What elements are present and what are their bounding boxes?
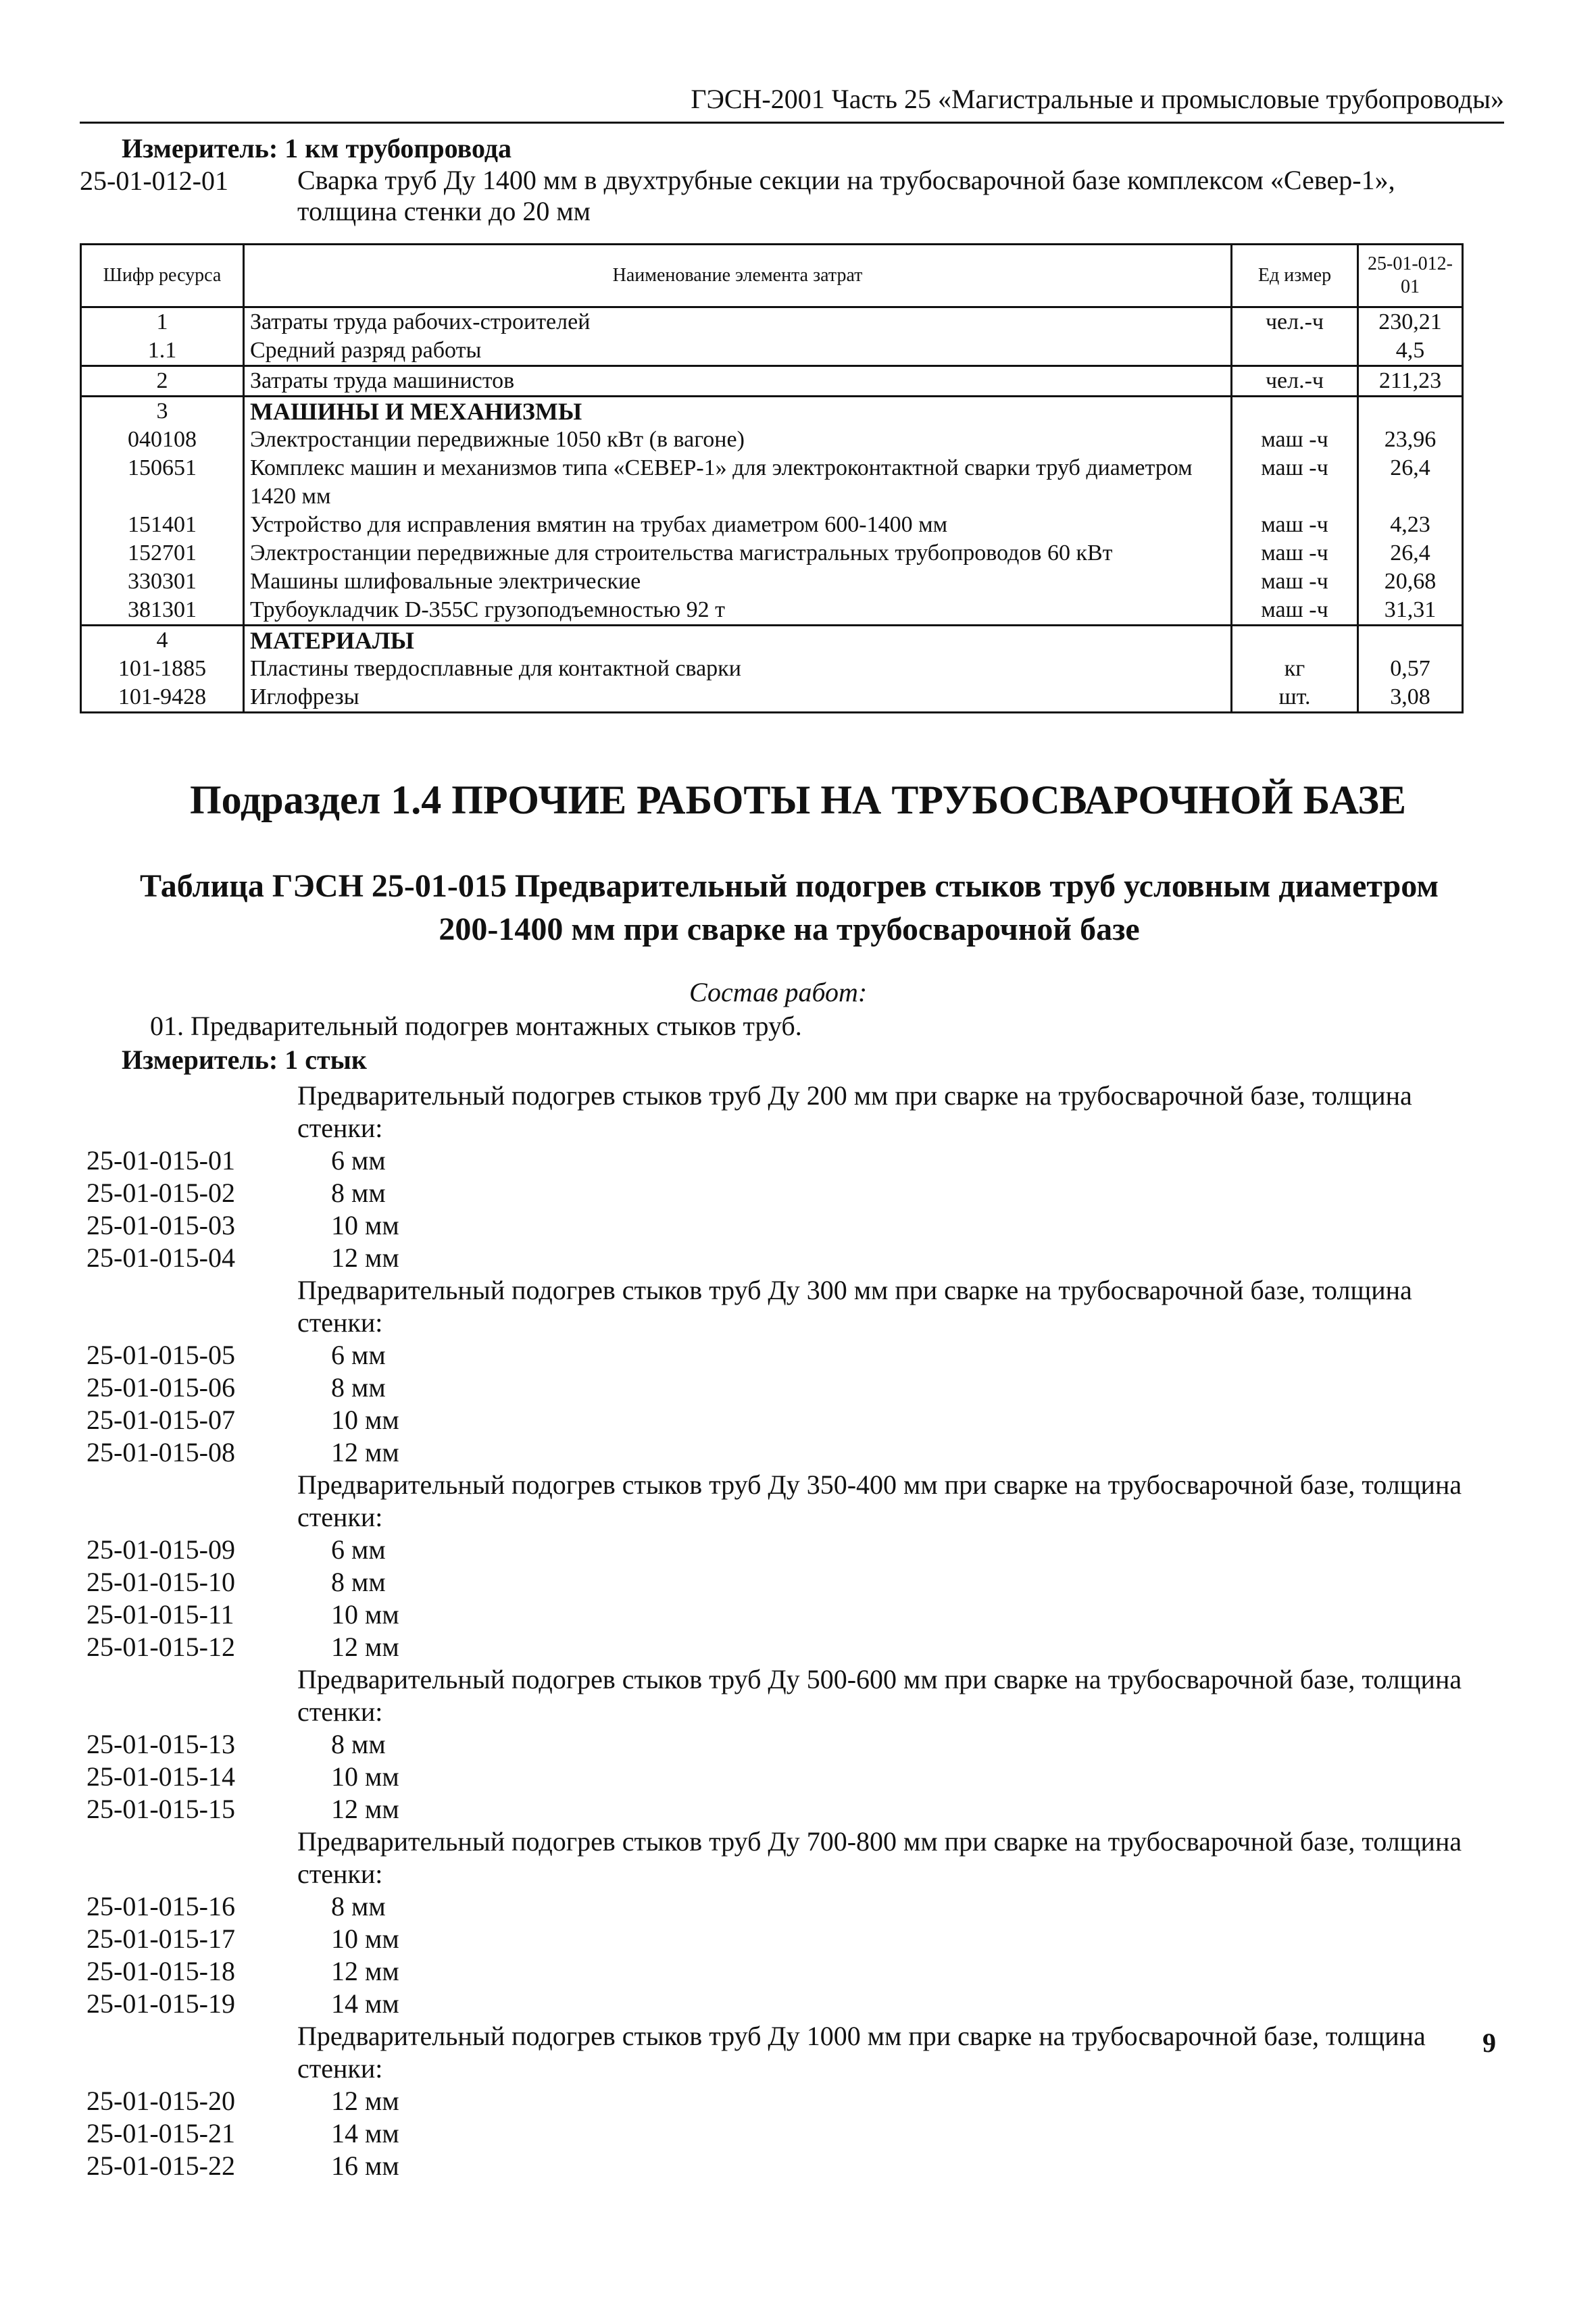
cell-code: 101-1885 bbox=[81, 655, 244, 683]
norm-code: 25-01-015-19 bbox=[86, 1988, 235, 2019]
group-description: Предварительный подогрев стыков труб Ду 700-800 мм при сварке на трубосварочной базе, толщина стенки: bbox=[297, 1826, 1462, 1889]
cell-value: 211,23 bbox=[1358, 366, 1463, 397]
norm-code: 25-01-015-08 bbox=[86, 1437, 235, 1467]
cell-code: 150651 bbox=[81, 454, 244, 511]
cell-code: 152701 bbox=[81, 539, 244, 568]
page-number: 9 bbox=[1482, 2028, 1496, 2058]
norm-code: 25-01-015-05 bbox=[86, 1340, 235, 1370]
norm-thickness: 6 мм bbox=[331, 1145, 386, 1176]
norm-thickness: 6 мм bbox=[331, 1534, 386, 1565]
norm-thickness: 12 мм bbox=[331, 2086, 399, 2116]
cell-code: 2 bbox=[81, 366, 244, 397]
norm-thickness: 12 мм bbox=[331, 1437, 399, 1467]
col-header-name: Наименование элемента затрат bbox=[244, 245, 1232, 307]
cell-name: Трубоукладчик D-355С грузоподъемностью 92 т bbox=[244, 596, 1232, 626]
norm-thickness: 8 мм bbox=[331, 1567, 386, 1597]
table-title-line2: 200-1400 мм при сварке на трубосварочной базе bbox=[439, 911, 1140, 947]
norm-thickness: 8 мм bbox=[331, 1891, 386, 1921]
table-row bbox=[81, 454, 1463, 511]
norm-thickness: 12 мм bbox=[331, 1956, 399, 1986]
norm-thickness: 16 мм bbox=[331, 2150, 399, 2181]
cell-unit: маш -ч bbox=[1232, 426, 1358, 454]
cell-name: Машины шлифовальные электрические bbox=[244, 568, 1232, 596]
cell-name: Средний разряд работы bbox=[244, 336, 1232, 366]
norm-code: 25-01-015-07 bbox=[86, 1405, 235, 1435]
norm-thickness: 8 мм bbox=[331, 1178, 386, 1208]
cell-name: Устройство для исправления вмятин на трубах диаметром 600-1400 мм bbox=[244, 511, 1232, 539]
cell-code: 381301 bbox=[81, 596, 244, 626]
measure-unit-2: Измеритель: 1 стык bbox=[122, 1045, 367, 1075]
group-description: Предварительный подогрев стыков труб Ду 500-600 мм при сварке на трубосварочной базе, толщина стенки: bbox=[297, 1664, 1462, 1727]
norm-code: 25-01-015-04 bbox=[86, 1242, 235, 1273]
running-header bbox=[80, 80, 1504, 124]
norm-code: 25-01-015-06 bbox=[86, 1372, 235, 1403]
cell-name: МАТЕРИАЛЫ bbox=[244, 626, 1232, 655]
table-row bbox=[81, 683, 1463, 713]
cell-unit bbox=[1232, 626, 1358, 655]
norm-code: 25-01-015-11 bbox=[86, 1599, 234, 1630]
table-row bbox=[81, 426, 1463, 454]
table-title-line1: Таблица ГЭСН 25-01-015 Предварительный подогрев стыков труб условным диаметром bbox=[139, 868, 1439, 904]
norm-thickness: 8 мм bbox=[331, 1729, 386, 1759]
cell-code: 1 bbox=[81, 307, 244, 337]
cell-value bbox=[1358, 626, 1463, 655]
cell-value: 23,96 bbox=[1358, 426, 1463, 454]
cell-value: 20,68 bbox=[1358, 568, 1463, 596]
cell-name: Затраты труда машинистов bbox=[244, 366, 1232, 397]
norm-code: 25-01-015-15 bbox=[86, 1794, 235, 1824]
norm-thickness: 10 мм bbox=[331, 1761, 399, 1792]
norm-thickness: 12 мм bbox=[331, 1242, 399, 1273]
cell-unit: маш -ч bbox=[1232, 596, 1358, 626]
norm-code: 25-01-015-16 bbox=[86, 1891, 235, 1921]
cell-code: 1.1 bbox=[81, 336, 244, 366]
item-description: Сварка труб Ду 1400 мм в двухтрубные секции на трубосварочной базе комплексом «Север-1», толщина стенки до 20 мм bbox=[297, 165, 1395, 226]
norm-thickness: 6 мм bbox=[331, 1340, 386, 1370]
norm-thickness: 10 мм bbox=[331, 1405, 399, 1435]
table-row bbox=[81, 366, 1463, 397]
norm-code: 25-01-015-18 bbox=[86, 1956, 235, 1986]
table-row bbox=[81, 539, 1463, 568]
table-row bbox=[81, 596, 1463, 626]
norm-thickness: 12 мм bbox=[331, 1794, 399, 1824]
cell-value: 3,08 bbox=[1358, 683, 1463, 713]
cell-unit bbox=[1232, 336, 1358, 366]
cell-code: 151401 bbox=[81, 511, 244, 539]
cell-unit: маш -ч bbox=[1232, 539, 1358, 568]
cell-code: 101-9428 bbox=[81, 683, 244, 713]
norm-code: 25-01-015-03 bbox=[86, 1210, 235, 1240]
group-description: Предварительный подогрев стыков труб Ду 300 мм при сварке на трубосварочной базе, толщина стенки: bbox=[297, 1275, 1412, 1338]
norm-code: 25-01-015-22 bbox=[86, 2150, 235, 2181]
cell-unit: шт. bbox=[1232, 683, 1358, 713]
subsection-title: Подраздел 1.4 ПРОЧИЕ РАБОТЫ НА ТРУБОСВАРОЧНОЙ БАЗЕ bbox=[189, 778, 1407, 822]
composition-title: Состав работ: bbox=[689, 977, 868, 1007]
cell-name: Электростанции передвижные для строительства магистральных трубопроводов 60 кВт bbox=[244, 539, 1232, 568]
table-row bbox=[81, 511, 1463, 539]
cell-value: 4,23 bbox=[1358, 511, 1463, 539]
cell-unit: чел.-ч bbox=[1232, 307, 1358, 337]
cell-name: Пластины твердосплавные для контактной сварки bbox=[244, 655, 1232, 683]
norm-thickness: 12 мм bbox=[331, 1632, 399, 1662]
norm-code: 25-01-015-01 bbox=[86, 1145, 235, 1176]
norm-thickness: 10 мм bbox=[331, 1210, 399, 1240]
norm-thickness: 8 мм bbox=[331, 1372, 386, 1403]
cell-code: 330301 bbox=[81, 568, 244, 596]
cell-value: 230,21 bbox=[1358, 307, 1463, 337]
cell-value: 31,31 bbox=[1358, 596, 1463, 626]
norm-code: 25-01-015-20 bbox=[86, 2086, 235, 2116]
table-row bbox=[81, 626, 1463, 655]
cell-value: 26,4 bbox=[1358, 454, 1463, 511]
cell-name: Электростанции передвижные 1050 кВт (в вагоне) bbox=[244, 426, 1232, 454]
cell-unit: маш -ч bbox=[1232, 511, 1358, 539]
cell-unit: маш -ч bbox=[1232, 568, 1358, 596]
col-header-unit: Ед измер bbox=[1232, 245, 1358, 307]
col-header-code: Шифр ресурса bbox=[81, 245, 244, 307]
col-header-value: 25-01-012-01 bbox=[1358, 245, 1463, 307]
norm-code: 25-01-015-10 bbox=[86, 1567, 235, 1597]
norm-thickness: 10 мм bbox=[331, 1923, 399, 1954]
norm-thickness: 14 мм bbox=[331, 1988, 399, 2019]
norm-code: 25-01-015-13 bbox=[86, 1729, 235, 1759]
cell-unit: кг bbox=[1232, 655, 1358, 683]
item-code: 25-01-012-01 bbox=[80, 166, 228, 196]
group-description: Предварительный подогрев стыков труб Ду 1000 мм при сварке на трубосварочной базе, толщина стенки: bbox=[297, 2021, 1426, 2084]
cell-unit: маш -ч bbox=[1232, 454, 1358, 511]
table-row bbox=[81, 568, 1463, 596]
norm-code: 25-01-015-02 bbox=[86, 1178, 235, 1208]
cell-code: 3 bbox=[81, 397, 244, 426]
cell-name: Иглофрезы bbox=[244, 683, 1232, 713]
table-row bbox=[81, 397, 1463, 426]
norm-code: 25-01-015-21 bbox=[86, 2118, 235, 2148]
cell-value: 0,57 bbox=[1358, 655, 1463, 683]
norm-code: 25-01-015-09 bbox=[86, 1534, 235, 1565]
cell-value: 26,4 bbox=[1358, 539, 1463, 568]
header-title: ГЭСН-2001 Часть 25 «Магистральные и промысловые трубопроводы» bbox=[691, 84, 1504, 114]
cell-unit: чел.-ч bbox=[1232, 366, 1358, 397]
cell-code: 040108 bbox=[81, 426, 244, 454]
cell-name: Затраты труда рабочих-строителей bbox=[244, 307, 1232, 337]
measure-unit-1: Измеритель: 1 км трубопровода bbox=[122, 133, 512, 164]
resource-table bbox=[80, 243, 1464, 713]
norm-code: 25-01-015-12 bbox=[86, 1632, 235, 1662]
norm-thickness: 14 мм bbox=[331, 2118, 399, 2148]
norm-code: 25-01-015-17 bbox=[86, 1923, 235, 1954]
table-row bbox=[81, 655, 1463, 683]
composition-item: 01. Предварительный подогрев монтажных стыков труб. bbox=[150, 1011, 802, 1041]
group-description: Предварительный подогрев стыков труб Ду 200 мм при сварке на трубосварочной базе, толщина стенки: bbox=[297, 1080, 1412, 1143]
norm-thickness: 10 мм bbox=[331, 1599, 399, 1630]
table-header-row bbox=[81, 245, 1463, 307]
cell-name: Комплекс машин и механизмов типа «СЕВЕР-1» для электроконтактной сварки труб диаметром 1420 мм bbox=[244, 454, 1232, 511]
norm-code: 25-01-015-14 bbox=[86, 1761, 235, 1792]
cell-value: 4,5 bbox=[1358, 336, 1463, 366]
group-description: Предварительный подогрев стыков труб Ду 350-400 мм при сварке на трубосварочной базе, толщина стенки: bbox=[297, 1469, 1462, 1532]
table-row bbox=[81, 336, 1463, 366]
cell-unit bbox=[1232, 397, 1358, 426]
cell-name: МАШИНЫ И МЕХАНИЗМЫ bbox=[244, 397, 1232, 426]
cell-code: 4 bbox=[81, 626, 244, 655]
table-row bbox=[81, 307, 1463, 337]
cell-value bbox=[1358, 397, 1463, 426]
